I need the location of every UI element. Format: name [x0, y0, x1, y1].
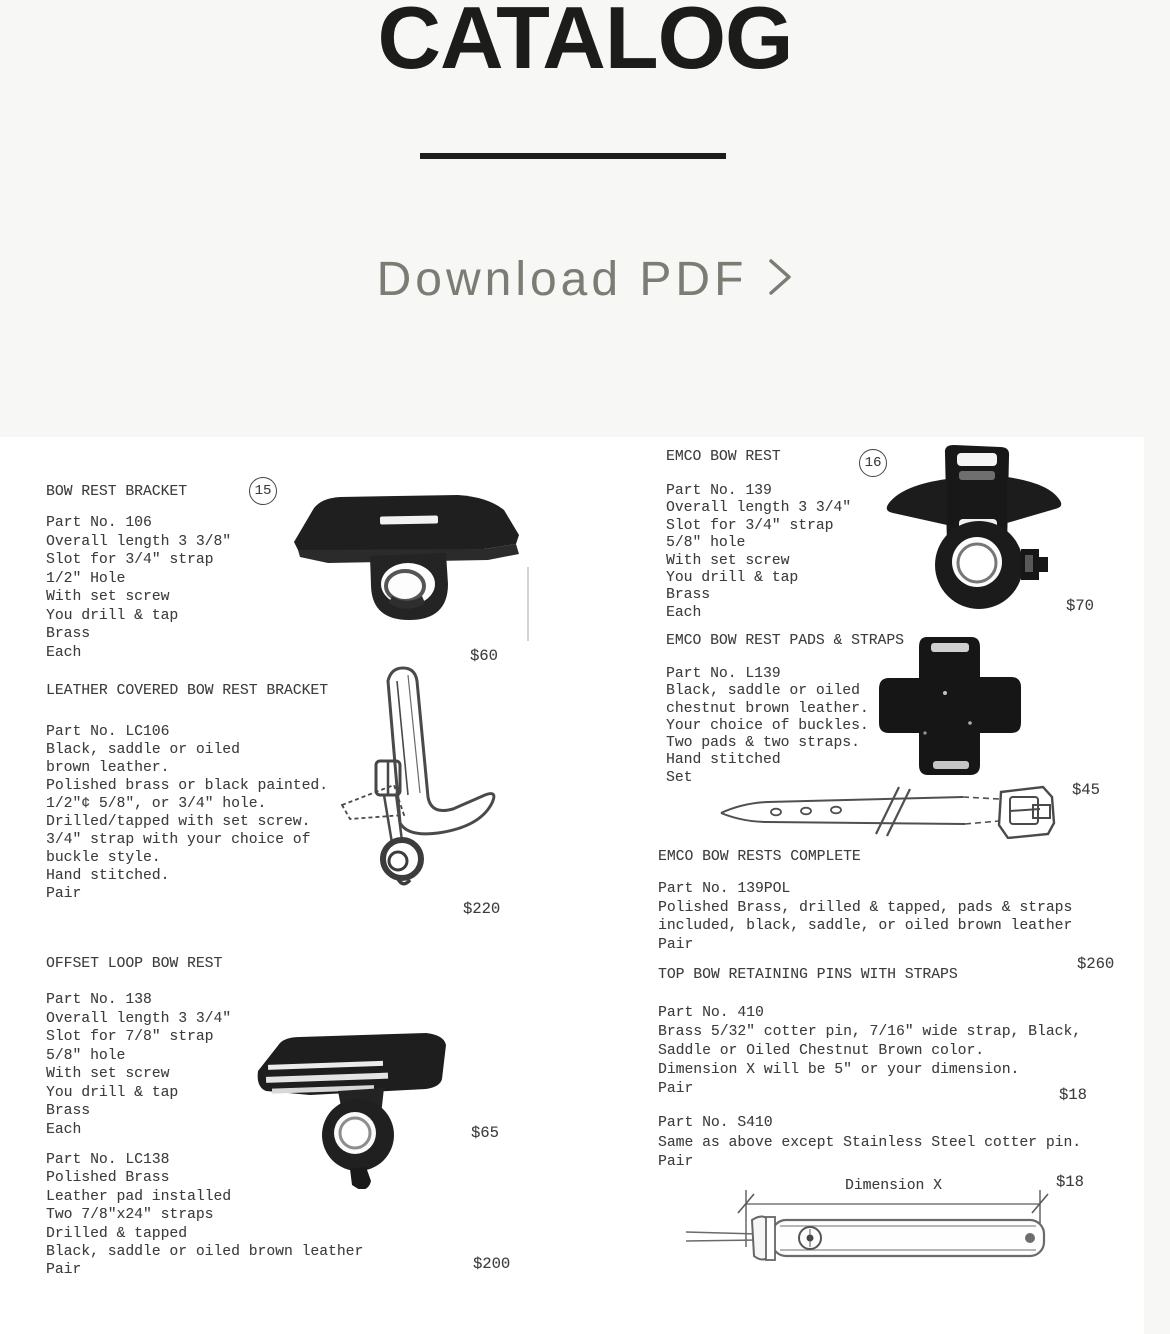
catalog-text-line: brown leather.	[46, 760, 170, 776]
catalog-text-line: 3/4" strap with your choice of	[46, 832, 311, 848]
catalog-text-line: Saddle or Oiled Chestnut Brown color.	[658, 1043, 985, 1059]
price: $220	[463, 900, 501, 918]
page-number-badge: 16	[859, 449, 887, 477]
price: $260	[1077, 955, 1115, 973]
catalog-text-line: With set screw	[46, 1066, 170, 1082]
bow-rest-bracket-illustration	[288, 492, 523, 627]
catalog-text-line: Polished Brass, drilled & tapped, pads & straps	[658, 899, 1073, 916]
catalog-text-line: Part No. 139POL	[658, 881, 791, 897]
diagram-label: Dimension X	[845, 1178, 942, 1194]
catalog-text-line: Each	[666, 604, 702, 621]
section-heading: OFFSET LOOP BOW REST	[46, 956, 223, 972]
product-spec-lines	[658, 1004, 1081, 1099]
catalog-text-line: Overall length 3 3/4"	[666, 500, 852, 517]
catalog-text-line: chestnut brown leather.	[666, 700, 869, 717]
price: $65	[471, 1124, 499, 1142]
section-heading: BOW REST BRACKET	[46, 484, 188, 500]
catalog-text-line: You drill & tap	[46, 1084, 179, 1101]
section-heading: LEATHER COVERED BOW REST BRACKET	[46, 683, 329, 699]
product-spec-lines	[46, 723, 328, 903]
catalog-text-line: Black, saddle or oiled	[666, 683, 860, 700]
catalog-text-line: 1/2" Hole	[46, 570, 126, 587]
catalog-text-line: Drilled & tapped	[46, 1225, 188, 1242]
catalog-text-line: Two 7/8"x24" straps	[46, 1207, 214, 1224]
catalog-text-line: Part No. 139	[666, 483, 772, 499]
scan-fold-artifact	[527, 567, 529, 641]
price: $200	[473, 1255, 511, 1273]
strap-with-buckle-illustration	[713, 784, 1058, 839]
catalog-text-line: Brass 5/32" cotter pin, 7/16" wide strap, Black,	[658, 1024, 1082, 1040]
section-heading: TOP BOW RETAINING PINS WITH STRAPS	[658, 967, 958, 983]
catalog-text-line: Part No. LC106	[46, 724, 170, 740]
catalog-text-line: Polished brass or black painted.	[46, 778, 329, 794]
leather-covered-bracket-illustration	[338, 665, 518, 889]
section-heading: EMCO BOW REST	[666, 449, 781, 465]
product-spec-lines	[666, 666, 869, 787]
price: $18	[1056, 1173, 1084, 1191]
catalog-text-line: Brass	[46, 1103, 91, 1119]
catalog-text-line: buckle style.	[46, 850, 161, 866]
catalog-text-line: Dimension X will be 5" or your dimension.	[658, 1062, 1020, 1078]
catalog-text-line: Brass	[666, 587, 711, 604]
catalog-text-line: Set	[666, 769, 693, 786]
catalog-text-line: Pair	[658, 1154, 694, 1170]
scanned-catalog-document	[0, 437, 1144, 1334]
price: $18	[1059, 1086, 1087, 1104]
catalog-text-line: Pair	[46, 886, 82, 902]
catalog-text-line: Pair	[46, 1262, 82, 1279]
catalog-text-line: Each	[46, 1121, 82, 1138]
catalog-text-line: Two pads & two straps.	[666, 735, 860, 752]
catalog-text-line: Part No. 410	[658, 1005, 764, 1021]
bow-rest-pads-illustration	[875, 633, 1025, 785]
catalog-text-line: Hand stitched.	[46, 868, 170, 884]
download-pdf-label[interactable]: Download PDF	[376, 253, 748, 306]
page-number-badge: 15	[249, 477, 277, 505]
retaining-pin-diagram	[678, 1172, 1068, 1272]
catalog-text-line: Part No. S410	[658, 1115, 773, 1131]
product-spec-lines	[666, 483, 851, 622]
price: $45	[1072, 781, 1100, 799]
catalog-text-line: 1/2"¢ 5/8", or 3/4" hole.	[46, 796, 267, 812]
price: $60	[470, 647, 498, 665]
catalog-text-line: Pair	[658, 936, 694, 953]
catalog-text-line: Black, saddle or oiled brown leather	[46, 1244, 364, 1261]
catalog-text-line: included, black, saddle, or oiled brown leather	[658, 918, 1073, 935]
catalog-text-line: Part No. L139	[666, 666, 781, 682]
catalog-text-line: Pair	[658, 1081, 694, 1097]
catalog-text-line: Drilled/tapped with set screw.	[46, 814, 311, 830]
page-title: CATALOG	[377, 0, 793, 87]
catalog-text-line: Overall length 3 3/4"	[46, 1010, 232, 1027]
catalog-text-line: Part No. 106	[46, 515, 152, 531]
catalog-text-line: You drill & tap	[46, 607, 179, 624]
catalog-text-line: 5/8" hole	[666, 535, 746, 552]
catalog-text-line: Overall length 3 3/8"	[46, 533, 232, 550]
catalog-text-line: With set screw	[666, 552, 790, 569]
catalog-text-line: Part No. 138	[46, 992, 152, 1008]
emco-bow-rest-illustration	[883, 445, 1065, 615]
catalog-text-line: Polished Brass	[46, 1170, 170, 1187]
catalog-text-line: Slot for 3/4" strap	[666, 517, 834, 534]
product-spec-lines	[46, 991, 231, 1139]
catalog-text-line: Black, saddle or oiled	[46, 742, 240, 758]
catalog-text-line: You drill & tap	[666, 570, 799, 587]
catalog-text-line: Part No. LC138	[46, 1152, 170, 1168]
catalog-text-line: Slot for 3/4" strap	[46, 552, 214, 568]
catalog-text-line: Your choice of buckles.	[666, 717, 869, 734]
catalog-text-line: Slot for 7/8" strap	[46, 1029, 214, 1045]
catalog-text-line: Same as above except Stainless Steel cotter pin.	[658, 1134, 1082, 1151]
price: $70	[1066, 597, 1094, 615]
product-spec-lines	[46, 514, 231, 662]
catalog-text-line: 5/8" hole	[46, 1047, 126, 1064]
product-spec-lines	[46, 1151, 363, 1280]
chevron-right-icon	[767, 254, 793, 314]
catalog-text-line: Leather pad installed	[46, 1188, 232, 1205]
catalog-text-line: Each	[46, 644, 82, 661]
download-pdf-link[interactable]	[0, 250, 1170, 314]
section-heading: EMCO BOW REST PADS & STRAPS	[666, 633, 904, 649]
section-heading: EMCO BOW RESTS COMPLETE	[658, 849, 861, 865]
catalog-text-line: Hand stitched	[666, 752, 781, 769]
catalog-text-line: With set screw	[46, 589, 170, 605]
product-spec-lines	[658, 1114, 1081, 1173]
product-spec-lines	[658, 880, 1072, 954]
title-divider	[420, 153, 726, 159]
catalog-text-line: Brass	[46, 626, 91, 642]
